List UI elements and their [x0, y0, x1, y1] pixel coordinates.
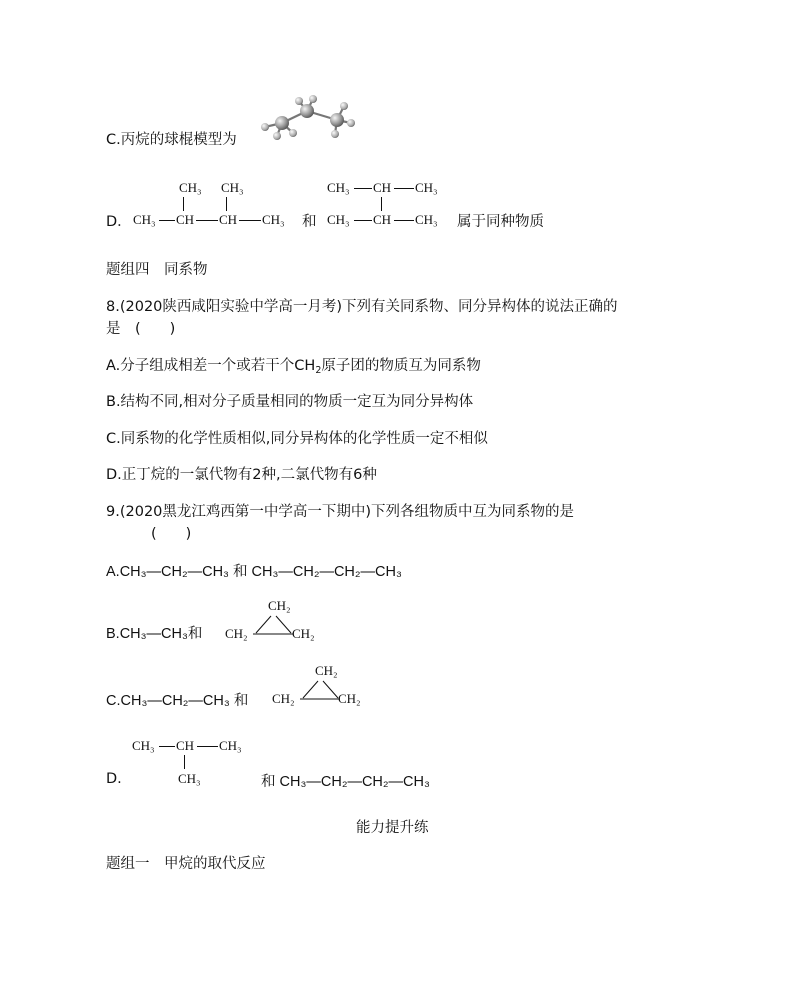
question-9-option-c	[106, 692, 248, 710]
chain-ch3: CH₃	[327, 180, 350, 195]
question-8-option-d: D.正丁烷的一氯代物有2种,二氯代物有6种	[106, 467, 377, 483]
formula-propane: A.CH₃—CH₂—CH₃	[106, 564, 229, 580]
question-9-option-d-label: D.	[106, 771, 122, 787]
option-a-text-end: 原子团的物质互为同系物	[321, 358, 481, 374]
question-8-stem: 8.(2020陕西咸阳实验中学高一月考)下列有关同系物、同分异构体的说法正确的	[106, 299, 618, 315]
section-heading-homologs: 题组四 同系物	[106, 262, 208, 278]
chain-ch3: CH₃	[262, 212, 285, 227]
question-8-stem-cont: 是 ( )	[106, 321, 176, 337]
question-9-option-d-rest	[261, 773, 430, 791]
and-connector: 和	[233, 564, 248, 580]
option-c-text: C.丙烷的球棍模型为	[106, 132, 237, 148]
chain-ch3: CH₃	[133, 212, 156, 227]
formula-butane: CH₃—CH₂—CH₂—CH₃	[279, 774, 430, 790]
question-9-answer-blank: ( )	[151, 526, 192, 542]
option-a-text: A.分子组成相差一个或若干个	[106, 358, 295, 374]
chain-ch3: CH₃	[132, 738, 155, 753]
question-8-option-b: B.结构不同,相对分子质量相同的物质一定互为同分异构体	[106, 394, 474, 410]
and-connector: 和	[261, 774, 276, 790]
option-d-suffix: 属于同种物质	[457, 214, 544, 230]
chain-ch: CH	[373, 212, 392, 227]
chain-ch: CH	[176, 212, 195, 227]
chain-ch3: CH₃	[219, 738, 242, 753]
ring-ch2-top: CH₂	[268, 598, 291, 613]
group-heading-methane-substitution: 题组一 甲烷的取代反应	[106, 856, 266, 872]
and-connector: 和	[302, 214, 317, 230]
option-d-label: D．	[106, 214, 132, 230]
section-title-ability: 能力提升练	[356, 820, 429, 836]
formula-ch: CH	[294, 358, 316, 374]
chain-ch: CH	[176, 738, 195, 753]
branch-ch3: CH₃	[179, 180, 202, 195]
question-9-option-a	[106, 563, 402, 581]
ring-ch2-right: CH₂	[292, 626, 315, 641]
and-connector: 和	[233, 693, 249, 709]
ring-ch2-left: CH₂	[225, 626, 248, 641]
question-8-option-a	[106, 357, 481, 375]
chain-ch3: CH₃	[415, 212, 438, 227]
branch-ch3: CH₃	[221, 180, 244, 195]
chain-ch: CH	[373, 180, 392, 195]
ring-bonds	[250, 612, 296, 636]
chain-ch3: CH₃	[415, 180, 438, 195]
formula-butane: CH₃—CH₂—CH₂—CH₃	[251, 564, 402, 580]
formula-ethane: B.CH₃—CH₃	[106, 626, 188, 642]
branch-ch3: CH₃	[178, 771, 201, 786]
propane-ball-stick-model	[255, 92, 360, 147]
chain-ch: CH	[219, 212, 238, 227]
ring-bonds	[297, 677, 343, 701]
and-connector: 和	[187, 626, 203, 642]
ring-ch2-left: CH₂	[272, 691, 295, 706]
chain-ch3: CH₃	[327, 212, 350, 227]
ring-ch2-right: CH₂	[338, 691, 361, 706]
question-9-option-b	[106, 625, 202, 643]
ring-ch2-top: CH₂	[315, 663, 338, 678]
question-9-stem: 9.(2020黑龙江鸡西第一中学高一下期中)下列各组物质中互为同系物的是	[106, 504, 575, 520]
formula-propane: C.CH₃—CH₂—CH₃	[106, 693, 230, 709]
question-8-option-c: C.同系物的化学性质相似,同分异构体的化学性质一定不相似	[106, 431, 488, 447]
formula-subscript: 2	[315, 365, 322, 376]
